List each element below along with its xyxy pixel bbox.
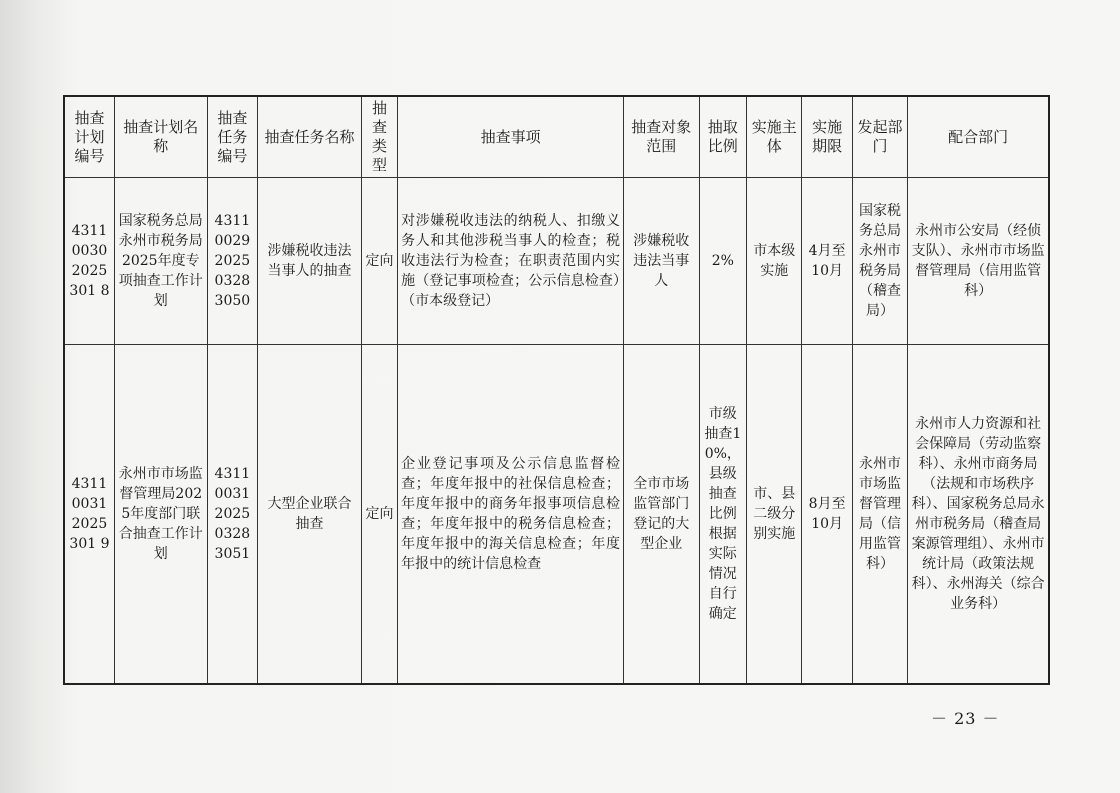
cell-initiator: 国家税务总局永州市税务局（稽查局） bbox=[852, 178, 907, 345]
cell-type: 定向 bbox=[361, 178, 397, 345]
header-plan-no: 抽查计划编号 bbox=[64, 96, 114, 178]
header-plan-name: 抽查计划名称 bbox=[114, 96, 207, 178]
cell-plan-no: 431100302025301 8 bbox=[64, 178, 114, 345]
cell-plan-no: 431100312025301 9 bbox=[64, 345, 114, 685]
header-initiator: 发起部门 bbox=[852, 96, 907, 178]
cell-items: 企业登记事项及公示信息监督检查；年度年报中的社保信息检查；年度年报中的商务年报事项信息检查；年度年报中的税务信息检查；年度年报中的海关信息检查；年度年报中的统计信息检查 bbox=[398, 345, 624, 685]
cell-implementer: 市本级实施 bbox=[746, 178, 801, 345]
header-row bbox=[64, 96, 1049, 178]
header-type: 抽查类型 bbox=[361, 96, 397, 178]
header-cooperators: 配合部门 bbox=[908, 96, 1049, 178]
header-implementer: 实施主体 bbox=[746, 96, 801, 178]
cell-implementer: 市、县二级分别实施 bbox=[746, 345, 801, 685]
header-scope: 抽查对象范围 bbox=[624, 96, 700, 178]
cell-ratio: 2% bbox=[699, 178, 746, 345]
header-period: 实施期限 bbox=[802, 96, 852, 178]
cell-task-no: 4311002920250328 3050 bbox=[207, 178, 257, 345]
header-items: 抽查事项 bbox=[398, 96, 624, 178]
page-number: － 23 － bbox=[931, 709, 1000, 728]
cell-period: 8月至10月 bbox=[802, 345, 852, 685]
cell-cooperators: 永州市公安局（经侦支队）、永州市市场监督管理局（信用监管科） bbox=[908, 178, 1049, 345]
cell-period: 4月至10月 bbox=[802, 178, 852, 345]
cell-plan-name: 永州市市场监督管理局2025年度部门联合抽查工作计划 bbox=[114, 345, 207, 685]
cell-task-name: 大型企业联合抽查 bbox=[258, 345, 362, 685]
table-row bbox=[64, 345, 1049, 685]
header-ratio: 抽取比例 bbox=[699, 96, 746, 178]
header-task-name: 抽查任务名称 bbox=[258, 96, 362, 178]
cell-task-name: 涉嫌税收违法当事人的抽查 bbox=[258, 178, 362, 345]
inspection-plan-table bbox=[63, 95, 1050, 685]
cell-initiator: 永州市市场监督管理局（信用监管科） bbox=[852, 345, 907, 685]
cell-cooperators: 永州市人力资源和社会保障局（劳动监察科）、永州市商务局（法规和市场秩序科）、国家税务总局永州市税务局（稽查局案源管理组）、永州市统计局（政策法规科）、永州海关（综合业务科） bbox=[908, 345, 1049, 685]
cell-items: 对涉嫌税收违法的纳税人、扣缴义务人和其他涉税当事人的检查；税收违法行为检查；在职责范围内实施（登记事项检查；公示信息检查）（市本级登记） bbox=[398, 178, 624, 345]
header-task-no: 抽查任务编号 bbox=[207, 96, 257, 178]
cell-task-no: 4311003120250328 3051 bbox=[207, 345, 257, 685]
cell-scope: 涉嫌税收违法当事人 bbox=[624, 178, 700, 345]
cell-type: 定向 bbox=[361, 345, 397, 685]
table-row bbox=[64, 178, 1049, 345]
cell-ratio: 市级抽查10%，县级抽查比例根据实际情况自行确定 bbox=[699, 345, 746, 685]
cell-plan-name: 国家税务总局永州市税务局2025年度专项抽查工作计划 bbox=[114, 178, 207, 345]
cell-scope: 全市市场监管部门登记的大型企业 bbox=[624, 345, 700, 685]
